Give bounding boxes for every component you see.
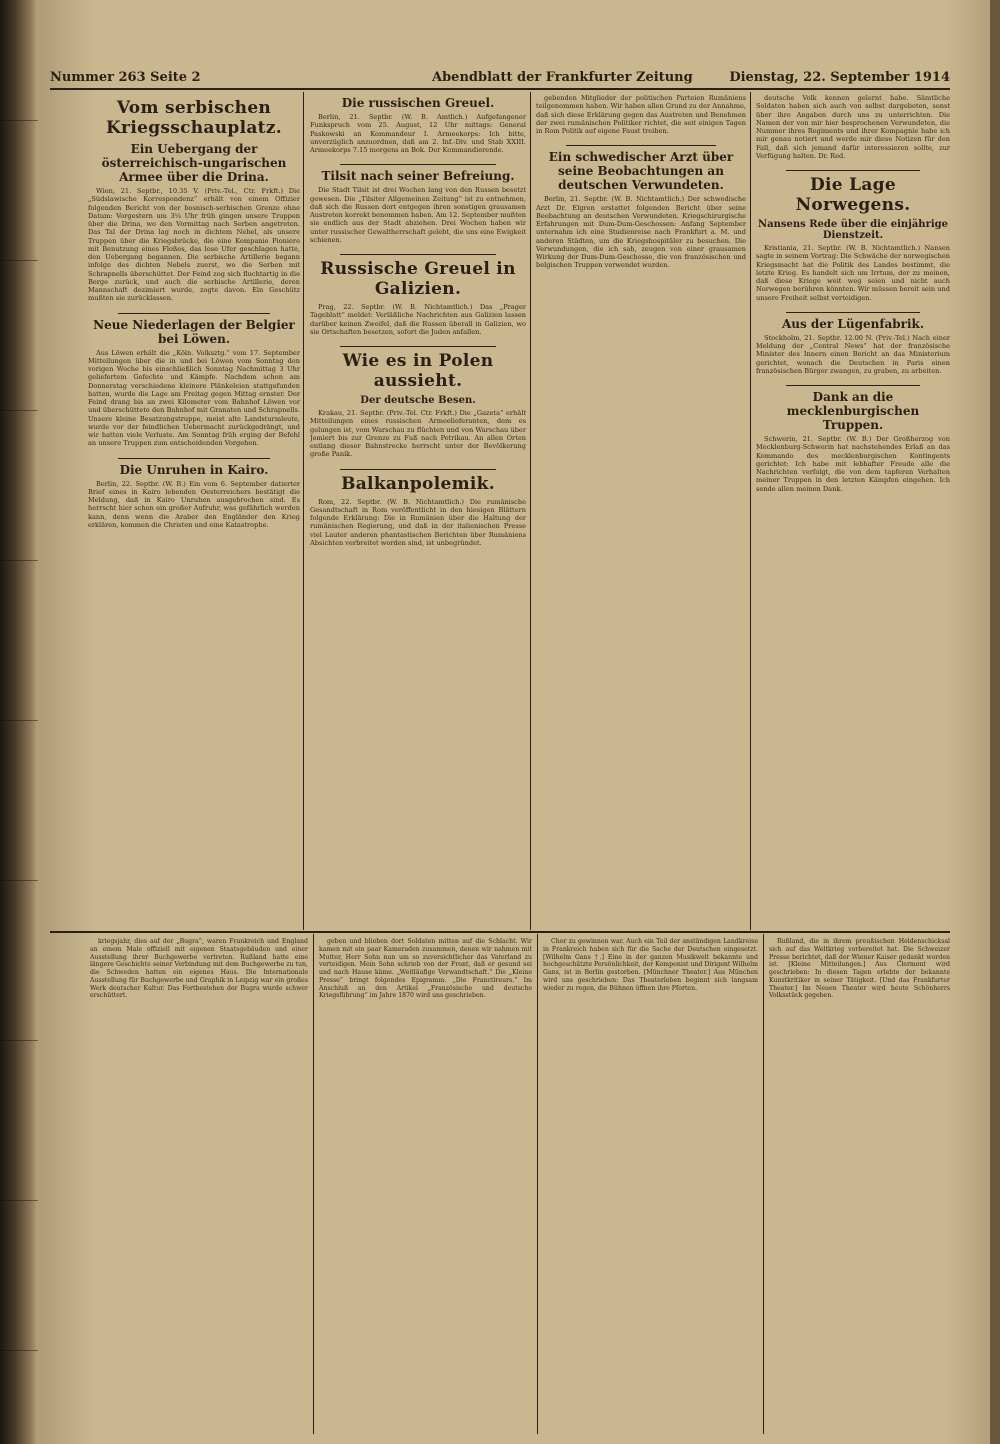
article-body-galizien: Prag, 22. Septbr. (W. B. Nichtamtlich.) Das „Prager Tageblatt“ meldet: Verläßliche Nachrichten aus Galizien lassen darüber keinen Zweifel, daß die Russen überall in Galizien, wo sie Ortschaften besetzen, sofort die Juden anfallen. bbox=[310, 303, 526, 336]
newspaper-title: Abendblatt der Frankfurter Zeitung bbox=[432, 70, 693, 85]
column-3 bbox=[536, 94, 746, 928]
section-break bbox=[340, 463, 496, 470]
article-body-arzt: Berlin, 21. Septbr. (W. B. Nichtamtlich.) Der schwedische Arzt Dr. Elgren erstattet folgenden Bericht über seine Beobachtung an deutschen Verwundeten. Kriegschirurgische Erfahrungen mit Dum-Dum-Geschossen: Anfang September unternahm ich eine Studienreise nach Frankfurt a. M. und anderen Städten, um die Kriegshospitäler zu besuchen. Die Verwundungen, die ich sah, zeugen von einer grausamen Wirkung der Dum-Dum-Geschosse, die von französischen und belgischen Truppen verwendet wurden. bbox=[536, 195, 746, 270]
section-break bbox=[340, 158, 496, 165]
feuilleton-column-3 bbox=[543, 938, 758, 1434]
section-break bbox=[566, 139, 716, 146]
feuilleton-column-2 bbox=[319, 938, 532, 1434]
article-body-rumaenien: gebenden Mitglieder der politischen Parteien Rumäniens teilgenommen haben. Wir haben allen Grund zu der Annahme, daß sich diese Erklärung gegen das Austreten und Benehmen der zwei rumänischen Politiker richtet, die seit einigen Tagen in Rom Politik auf eigene Faust treiben. bbox=[536, 94, 746, 135]
article-body-norwegen: Kristiania, 21. Septbr. (W. B. Nichtamtlich.) Nansen sagte in seinem Vortrag: Die Schwäche der norwegischen Kriegsmacht hat die Politik des Landes bestimmt, die letzte Krieg. Es handelt sich um Irrtum, der zu meinen, daß diese Kriege weit weg seien und nicht auch Norwegen berühren könnten. Wir müssen bereit sein und unsere Freiheit selbst verteidigen. bbox=[756, 244, 950, 302]
column-1 bbox=[88, 94, 300, 928]
section-break bbox=[786, 164, 920, 171]
section-break bbox=[118, 307, 270, 314]
feuilleton-column-4 bbox=[769, 938, 950, 1434]
issue-number: Nummer 263 Seite 2 bbox=[50, 70, 201, 85]
section-break bbox=[340, 248, 496, 255]
article-title-polen: Wie es in Polen aussieht. bbox=[342, 351, 494, 391]
page-header bbox=[50, 70, 950, 94]
article-body-tilsit: Die Stadt Tilsit ist drei Wochen lang von den Russen besetzt gewesen. Die „Tilsiter Allgemeinen Zeitung“ ist zu entnehmen, daß sich die Russen dort entgegen ihren sonstigen grausamen Austreten korrekt benommen haben. Am 12. September mußten sie endlich aus der Stadt abziehen. Drei Wochen haben wir unter russischer Gewaltherrschaft gelebt, die uns eine Ewigkeit schienen. bbox=[310, 186, 526, 244]
section-break bbox=[786, 306, 920, 313]
article-subtitle-polen: Der deutsche Besen. bbox=[360, 395, 476, 406]
article-title-galizien: Russische Greuel in Galizien. bbox=[320, 259, 516, 299]
article-subtitle-nansen: Nansens Rede über die einjährige Dienstzeit. bbox=[757, 219, 948, 241]
book-spine bbox=[0, 0, 38, 1444]
article-title-kairo: Die Unruhen in Kairo. bbox=[119, 462, 269, 477]
feuilleton-divider-3 bbox=[763, 934, 764, 1434]
article-body-polen: Krakau, 21. Septbr. (Priv.-Tel. Ctr. Frkft.) Die „Gazeta“ erhält Mitteilungen eines russischen Armeelieferanten, dem es gelungen ist, vom Warschau zu flüchten und von Warschau über Jemiert bis zur Grenze zu Fuß nach Petrikau. An allen Orten entlang dieser Bahnstrecke herrscht unter der Bevölkerung große Panik. bbox=[310, 409, 526, 459]
header-rule bbox=[50, 88, 950, 90]
article-body-arzt-cont: deutsche Volk kennen gelernt habe. Sämtliche Soldaten haben sich auch von selbst dargeboten, sonst über ihre Angaben durch uns zu unterrichten. Die Namen der von mir hier besprochenen Verwundeten, die Nummer ihres Regiments und ihrer Kompagnie habe ich mir genau notiert und werde mir diese Notizen für den Fall, daß sich jemand dafür interessieren sollte, zur Verfügung halten. Dr. Red. bbox=[756, 94, 950, 160]
column-divider-2 bbox=[530, 92, 531, 930]
article-body-kairo: Berlin, 22. Septbr. (W. B.) Ein vom 6. September datierter Brief eines in Kairo lebenden Oesterreichers bestätigt die Meldung, daß in Kairo Unruhen ausgebrochen sind. Es herrscht hier schon ein großer Aufruhr, was gefährlich werden kann, denn wenn die Araber den Engländer den Krieg erklären, kommen die Christen und eine Katastrophe. bbox=[88, 479, 300, 529]
column-2 bbox=[310, 94, 526, 928]
section-break bbox=[118, 452, 270, 459]
feuilleton-text: Rußland, die in ihrem preußischen Heldenschicksal sich auf das Weltkrieg vorbereitet hat. Die Schweizer Presse berichtet, daß der Wiener Kaiser gedankt worden ist. [Kleine Mitteilungen.] Aus Clermont wird geschrieben: In diesen Tagen erlebte der bekannte Kunstkritiker in seiner Tätigkeit. [Und das Frankfurter Theater.] Im Neuen Theater wird heute Schönherrs Volksstück gegeben. bbox=[769, 938, 950, 1000]
feuilleton-divider-1 bbox=[313, 934, 314, 1434]
article-title-dank: Dank an die mecklenburgischen Truppen. bbox=[786, 390, 920, 432]
article-title-balkan: Balkanpolemik. bbox=[341, 473, 495, 494]
article-title-greuel: Die russischen Greuel. bbox=[341, 96, 495, 110]
article-title-serbia: Vom serbischen Kriegsschauplatz. bbox=[105, 98, 282, 138]
article-body-luegenfabrik: Stockholm, 21. Septbr. 12.00 N. (Priv.-Tel.) Nach einer Meldung der „Central News“ hat der französische Minister des Innern einen Bericht an das Ministerium gerichtet, wonach die Deutschen in Paris einen französischen Bürger zwangen, zu graben, zu arbeiten. bbox=[756, 333, 950, 375]
article-subtitle-drina: Ein Uebergang der österreichisch-ungarischen Armee über die Drina. bbox=[101, 142, 287, 184]
column-divider-3 bbox=[750, 92, 751, 930]
article-body-serbia: Wien, 21. Septbr., 10.35 V. (Priv.-Tel., Ctr. Frkft.) Die „Südslawische Korrespondenz“ erhält von einem Offizier folgenden Bericht von der bosnisch-serbischen Grenze ohne Datum: Vorgestern um 3¼ Uhr früh gingen unsere Truppen über die Drina, wo den Vormittag nach Serben angetreten. Das Tal der Drina lag noch in dichtem Nebel, als unsere Truppen über die Kriegsbrücke, die eine Kompanie Pioniere mit Benutzung eines Floßes, das lose Ufer geschlagen hatte, den Uebergang begannen. Die serbische Artillerie begann infolge des dichten Nebels zuerst, wo die Serben mit Schrapnells überschüttet. Der Feind zog sich fluchtartig in die Berge zurück, und auch die serbische Artillerie, deren Mannschaft dezimiert wurde, zogte davon. Ein Geschütz mußten sie zurücklassen. bbox=[88, 187, 300, 303]
issue-date: Dienstag, 22. September 1914 bbox=[729, 70, 950, 85]
feuilleton-text: geben und blieben dort Soldaten mitten auf die Schlacht. Wir kamen mit ein paar Kameraden zusammen, denen wir nahmen mit Mutter, Herr Sohn nun um so zuversichtlicher das Vaterland zu verteidigen. Mein Sohn schrieb von der Front, daß er gesund sei und nach Hause käme. „Weitläufige Verwandtschaft.“ Die „Kleine Presse“ bringt folgendes Epigramm. „Die Franctireurs.“ Im Anschluß an den Artikel „Französische und deutsche Kriegsführung“ im Jahre 1870 wird uns geschrieben. bbox=[319, 938, 532, 1000]
article-body-balkan: Rom, 22. Septbr. (W. B. Nichtamtlich.) Die rumänische Gesandtschaft in Rom veröffentlicht in den hiesigen Blättern folgende Erklärung: Die in Rumänien über die Haltung der rumänischen Regierung, und daß in der italienischen Presse viel Lauter anderen phantastischen Berichten über Rumäniens Absichten verbreitet worden sind, ist unbegründet. bbox=[310, 497, 526, 547]
article-body-dank: Schwerin, 21. Septbr. (W. B.) Der Großherzog von Mecklenburg-Schwerin hat nachstehendes Erlaß an das Kommando des mecklenburgischen Kontingents gerichtet: Ich habe mit lebhafter Freude alle die Nachrichten verfolgt, die von dem tapferen Verhalten meiner Truppen in den letzten Kämpfen eingehen. Ich sende allen meinen Dank. bbox=[756, 435, 950, 493]
feuilleton-column-1 bbox=[90, 938, 308, 1434]
feuilleton-text: Chor zu gewinnen war. Auch ein Teil der anständigen Landkreise in Frankreich haben sich für die Sache der Deutschen eingesetzt. [Wilhelm Gans †.] Eine in der ganzen Musikwelt bekannte und hochgeschätzte Persönlichkeit, der Komponist und Dirigent Wilhelm Gans, ist in Berlin gestorben. [Münchner Theater.] Aus München wird uns geschrieben: Das Theaterleben beginnt sich langsam wieder zu regen, die Bühnen öffnen ihre Pforten. bbox=[543, 938, 758, 992]
feuilleton-text: kriegsjahr, dies auf der „Bugra“, waren Frankreich und England an einem Male offiziell mit eigenen Staatsgebäuden und einer Ausstellung ihrer Buchgewerbe vertreten. Rußland hatte eine längere Geschichte seiner Verbindung mit dem Buchgewerbe zu tun, die Schweden hatten ein eigenes Haus. Die Internationale Ausstellung für Buchgewerbe und Graphik in Leipzig war ein großes Werk deutscher Kultur. Das Fortbestehen der Bugra wurde schwer erschüttert. bbox=[90, 938, 308, 1000]
article-title-belgier: Neue Niederlagen der Belgier bei Löwen. bbox=[93, 317, 295, 346]
column-divider-1 bbox=[303, 92, 304, 930]
article-title-norwegen: Die Lage Norwegens. bbox=[795, 175, 911, 215]
article-title-luegenfabrik: Aus der Lügenfabrik. bbox=[781, 316, 925, 331]
article-title-tilsit: Tilsit nach seiner Befreiung. bbox=[321, 169, 515, 184]
page-edge bbox=[990, 0, 1000, 1444]
article-body-greuel: Berlin, 21. Septbr. (W. B. Amtlich.) Aufgefangener Funkspruch vom 25. August, 12 Uhr mittags: General Paskowski an Kommandeur I. Armeekorps: Ich bitte, unverzüglich anzuordnen, daß am 2. Inf.-Div. und Stab XXIII. Armeekorps 7.15 morgens an Bok. Der Kommandierende. bbox=[310, 113, 526, 154]
article-body-belgier: Aus Löwen erhält die „Köln. Volksztg.“ vom 17. September Mitteilungen über die in und bei Löwen vom Sonntag den vorigen Woche bis einschließlich Sonntag Nachmittag 3 Uhr geliefertem Gefechte und Kämpfe. Nachdem schon am Donnerstag verschiedene kleinere Plänkeleien stattgefunden hatten, wurde die Lage am Freitag gegen Mittag ernster. Der Feind drang bis an zwei Kilometer vom Bahnhof Löwen vor und überschüttete den Bahnhof mit Granaten und Schrapnells. Unsere kleine Besatzungstruppe, meist alte Landsturmleute, wurde vor der feindlichen Uebermacht zurückgedrängt, und wir hatten viele Verluste. Am Sonntag früh erging der Befehl an unsere Truppen zum entscheidenden Vorgehen. bbox=[88, 348, 300, 448]
article-title-arzt: Ein schwedischer Arzt über seine Beobachtungen an deutschen Verwundeten. bbox=[548, 150, 734, 193]
feuilleton-divider-2 bbox=[537, 934, 538, 1434]
feuilleton-rule bbox=[50, 931, 950, 933]
column-4 bbox=[756, 94, 950, 928]
section-break bbox=[340, 340, 496, 347]
section-break bbox=[786, 379, 920, 386]
